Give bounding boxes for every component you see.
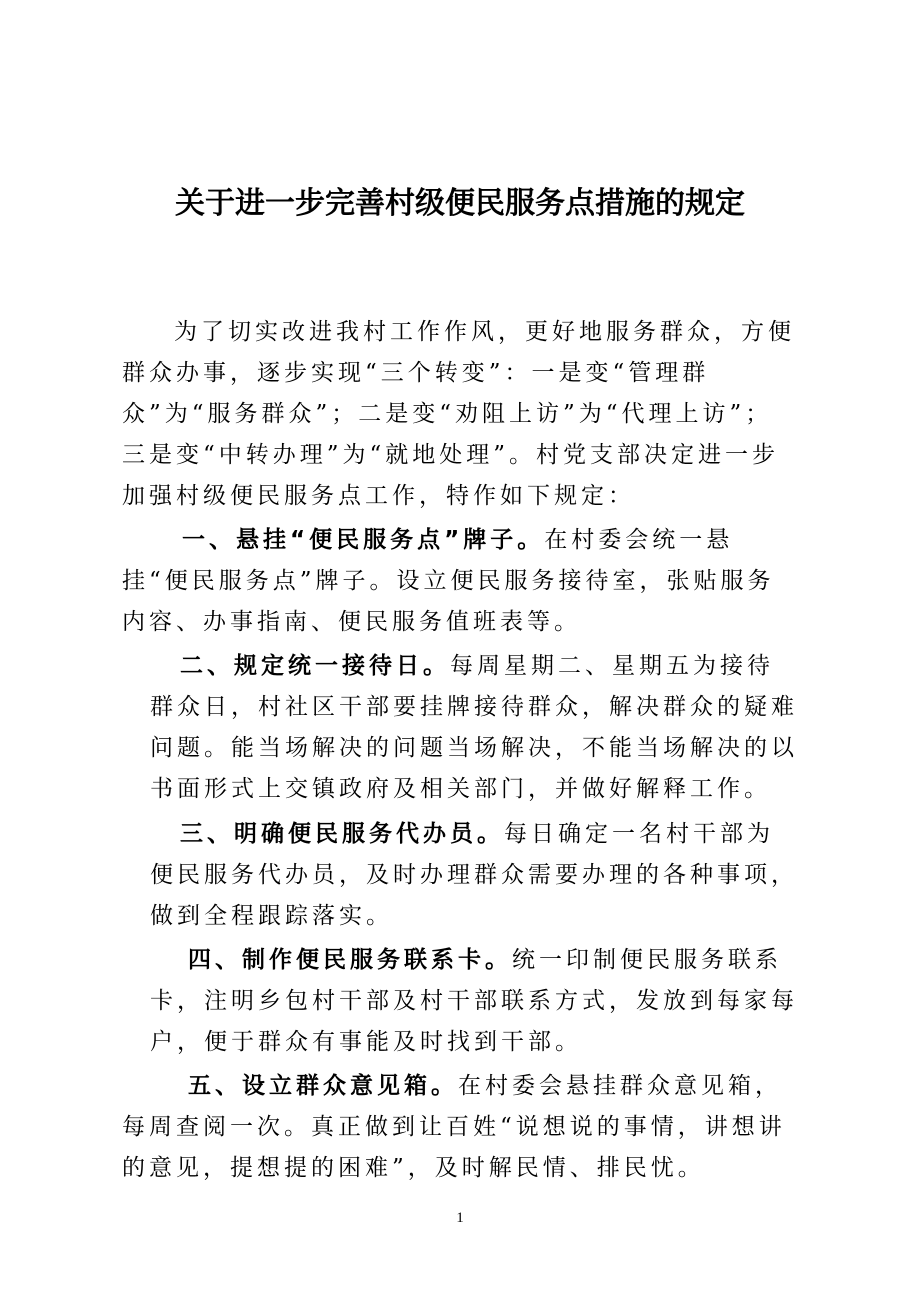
section-5-paragraph	[122, 1066, 798, 1189]
intro-paragraph: 为了切实改进我村工作作风，更好地服务群众，方便群众办事，逐步实现“三个转变”：一是变“管理群众”为“服务群众”；二是变“劝阻上访”为“代理上访”；三是变“中转办理”为“就地处理”。村党支部决定进一步加强村级便民服务点工作，特作如下规定：	[122, 319, 795, 509]
section-1-heading: 一、悬挂“便民服务点”牌子。	[182, 527, 545, 553]
section-3-body: 每日确定一名村干部为便民服务代办员，及时办理群众需要办理的各种事项，做到全程跟踪落实。	[150, 821, 798, 929]
section-2-body: 每周星期二、星期五为接待群众日，村社区干部要挂牌接待群众，解决群众的疑难问题。能当场解决的问题当场解决，不能当场解决的以书面形式上交镇政府及相关部门，并做好解释工作。	[150, 653, 798, 802]
section-3-paragraph	[150, 814, 798, 937]
section-4-paragraph	[150, 940, 798, 1063]
section-5-body: 在村委会悬挂群众意见箱，每周查阅一次。真正做到让百姓“说想说的事情，讲想讲的意见，提想提的困难”，及时解民情、排民忧。	[122, 1073, 786, 1181]
section-1-body: 在村委会统一悬挂“便民服务点”牌子。设立便民服务接待室，张贴服务内容、办事指南、便民服务值班表等。	[122, 527, 775, 635]
section-5-heading: 五、设立群众意见箱。	[188, 1073, 458, 1099]
section-3-heading: 三、明确便民服务代办员。	[180, 821, 504, 847]
page-title: 关于进一步完善村级便民服务点措施的规定	[175, 186, 745, 221]
section-2-paragraph	[150, 646, 798, 810]
section-2-heading: 二、规定统一接待日。	[180, 653, 450, 679]
page-number: 1	[456, 1210, 464, 1226]
section-4-body: 统一印制便民服务联系卡，注明乡包村干部及村干部联系方式，发放到每家每户，便于群众有事能及时找到干部。	[150, 947, 798, 1055]
section-4-heading: 四、制作便民服务联系卡。	[188, 947, 512, 973]
section-1-paragraph	[122, 520, 798, 643]
